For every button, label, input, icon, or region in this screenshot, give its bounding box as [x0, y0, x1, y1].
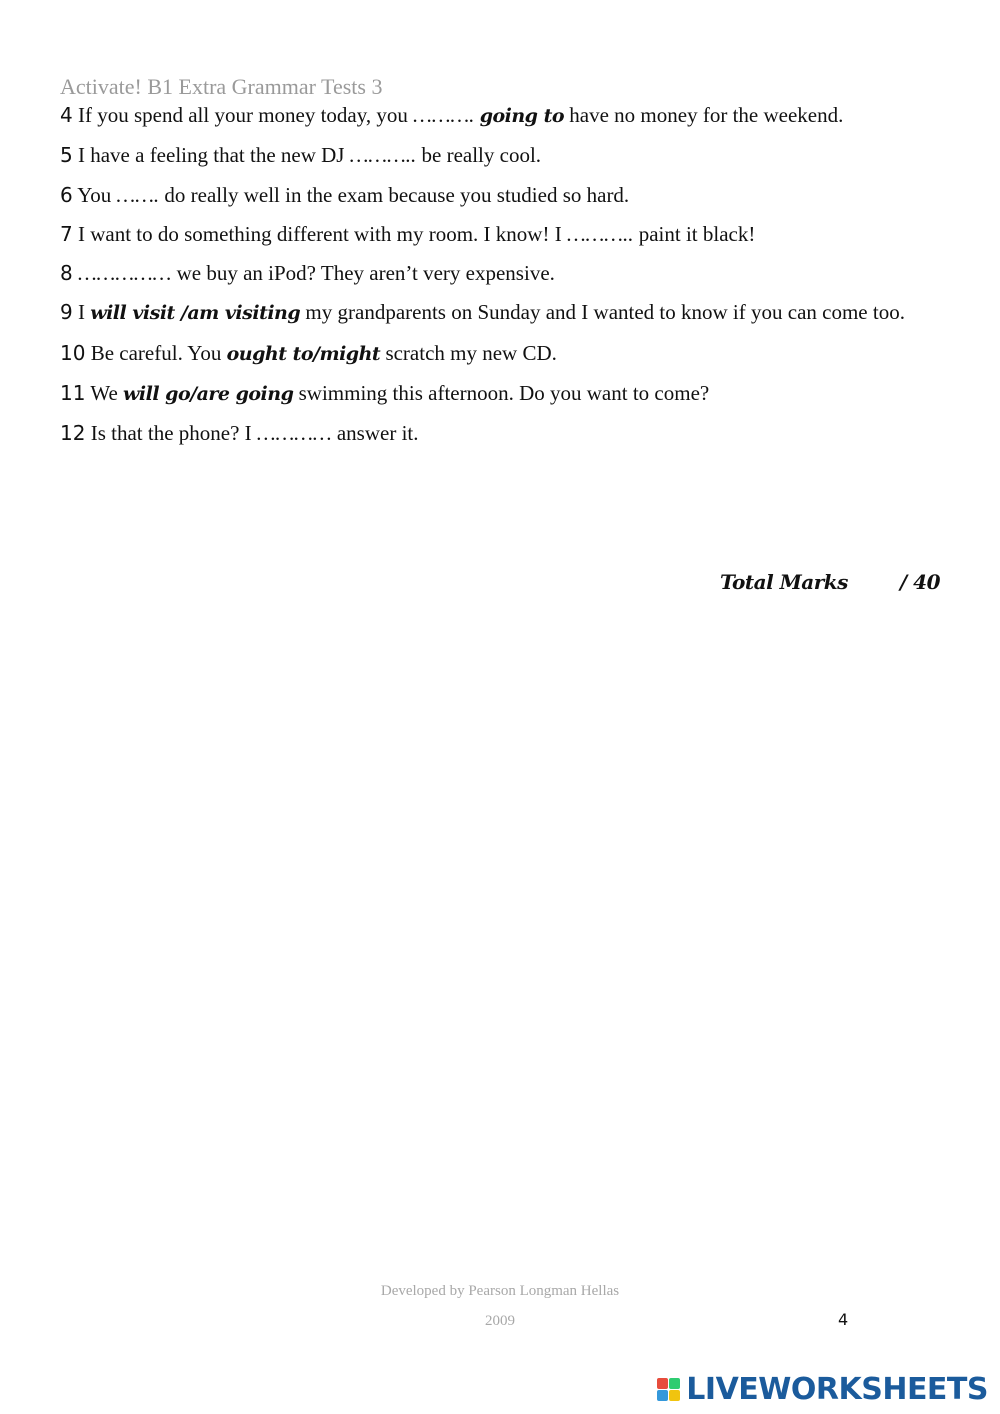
- questions-list: [60, 96, 940, 454]
- answer-blank[interactable]: ………..: [349, 143, 417, 168]
- question-number: 12: [60, 421, 86, 446]
- footer-developer: Developed by Pearson Longman Hellas: [380, 1283, 620, 1299]
- page-header: Activate! B1 Extra Grammar Tests 3: [60, 74, 383, 99]
- liveworksheets-logo[interactable]: [657, 1372, 988, 1407]
- total-marks: [720, 570, 940, 594]
- question-number: 9: [60, 300, 73, 325]
- question-text: swimming this afternoon. Do you want to come?: [293, 381, 710, 406]
- question-text: If you spend all your money today, you: [77, 103, 414, 127]
- logo-grid-icon: [657, 1378, 680, 1401]
- question-8: [60, 254, 940, 293]
- question-6: [60, 176, 940, 215]
- question-text: I have a feeling that the new DJ: [77, 143, 350, 168]
- answer-blank[interactable]: …….: [116, 182, 160, 207]
- question-10: [60, 334, 940, 374]
- question-number: 4: [60, 103, 73, 127]
- brand-text: LIVEWORKSHEETS: [686, 1372, 988, 1407]
- answer-text: going to: [479, 105, 565, 127]
- question-7: [60, 215, 940, 254]
- question-number: 11: [60, 381, 86, 406]
- answer-blank[interactable]: ……….: [413, 103, 475, 127]
- question-number: 8: [60, 261, 73, 286]
- question-text: Is that the phone? I: [90, 421, 257, 446]
- question-text: scratch my new CD.: [380, 340, 557, 365]
- question-text: have no money for the weekend.: [564, 103, 844, 127]
- question-number: 5: [60, 143, 73, 168]
- question-number: 10: [60, 340, 86, 365]
- question-4: [60, 96, 940, 136]
- question-9: [60, 293, 940, 333]
- question-text: We: [90, 381, 124, 406]
- question-text: paint it black!: [633, 221, 756, 246]
- question-text: Be careful. You: [90, 340, 227, 365]
- footer-year: 2009: [485, 1313, 515, 1329]
- question-11: [60, 374, 940, 414]
- page-number: 4: [838, 1310, 849, 1329]
- answer-blank[interactable]: ……………: [77, 261, 172, 286]
- total-marks-score: / 40: [899, 570, 940, 594]
- answer-text: ought to/might: [226, 342, 381, 365]
- question-5: [60, 136, 940, 175]
- question-text: be really cool.: [416, 143, 542, 168]
- question-text: I want to do something different with my room. I know! I: [77, 221, 567, 246]
- answer-text: will go/are going: [123, 383, 294, 406]
- question-number: 6: [60, 182, 73, 207]
- question-number: 7: [60, 221, 73, 246]
- question-text: You: [77, 182, 117, 207]
- answer-blank[interactable]: …………: [256, 421, 332, 446]
- answer-text: will visit /am visiting: [90, 302, 301, 325]
- question-text: I: [77, 300, 91, 325]
- question-text: answer it.: [331, 421, 419, 446]
- question-12: [60, 414, 940, 453]
- question-text: we buy an iPod? They aren’t very expensive.: [171, 261, 555, 286]
- question-text: my grandparents on Sunday and I wanted to know if you can come too.: [300, 300, 905, 325]
- answer-blank[interactable]: ………..: [566, 221, 634, 246]
- total-marks-label: Total Marks: [719, 570, 848, 594]
- question-text: do really well in the exam because you studied so hard.: [159, 182, 630, 207]
